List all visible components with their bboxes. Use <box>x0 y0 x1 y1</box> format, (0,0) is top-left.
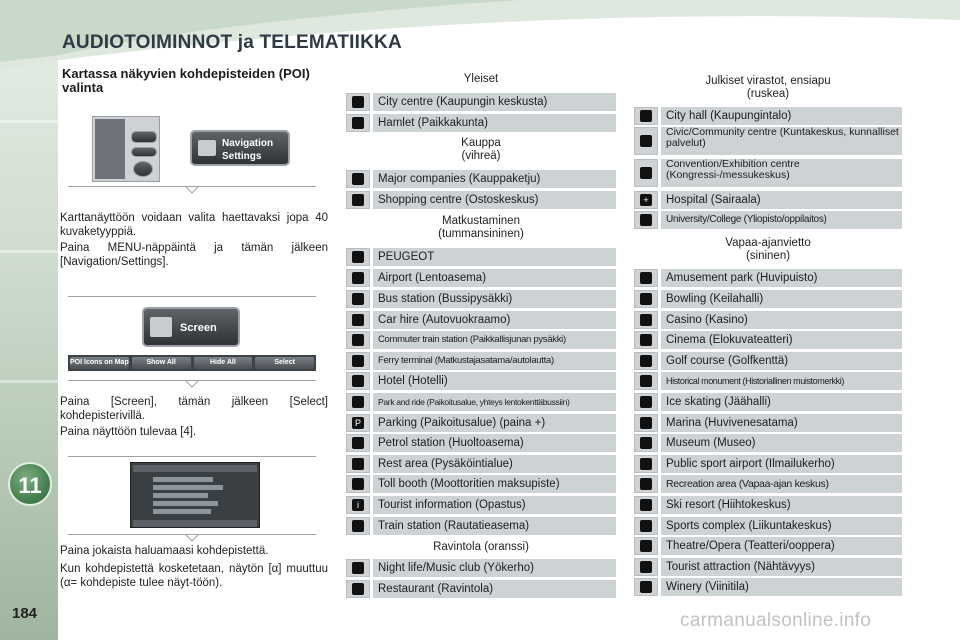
amusement-park-icon <box>634 269 658 287</box>
sports-complex-icon <box>634 517 658 535</box>
poi-row: Hotel (Hotelli) <box>346 372 616 390</box>
petrol-pump-icon <box>346 434 370 452</box>
poi-row: Airport (Lentoasema) <box>346 269 616 287</box>
commuter-train-icon <box>346 331 370 349</box>
cinema-icon <box>634 331 658 349</box>
poi-row: Amusement park (Huvipuisto) <box>634 269 902 287</box>
poi-row: PEUGEOT <box>346 248 616 266</box>
poi-row: Toll booth (Moottoritien maksupiste) <box>346 475 616 493</box>
major-companies-icon <box>346 170 370 188</box>
chapter-badge: 11 <box>8 462 52 506</box>
convention-centre-icon <box>634 159 658 187</box>
poi-row: Restaurant (Ravintola) <box>346 580 616 598</box>
poi-selection-screen-illustration <box>130 462 260 528</box>
airport-icon <box>346 269 370 287</box>
menu-key-icon <box>131 131 157 143</box>
screen-icon <box>150 317 172 337</box>
ice-skating-icon <box>634 393 658 411</box>
page-number: 184 <box>12 605 38 622</box>
city-hall-icon <box>634 107 658 125</box>
parking-icon: P <box>346 414 370 432</box>
cocktail-glass-icon <box>346 559 370 577</box>
hotel-bed-icon <box>346 372 370 390</box>
ski-icon <box>634 496 658 514</box>
paragraph-4: Paina näyttöön tulevaa [4]. <box>60 426 197 438</box>
paragraph-3: Paina [Screen], tämän jälkeen [Select] kohdepisterivillä. <box>60 396 328 422</box>
peugeot-lion-icon <box>346 248 370 266</box>
poi-row: i Tourist information (Opastus) <box>346 496 616 514</box>
poi-row: Public sport airport (Ilmailukerho) <box>634 455 902 473</box>
ferry-icon <box>346 352 370 370</box>
head-unit-illustration <box>92 116 160 182</box>
poi-row: Hamlet (Paikkakunta) <box>346 114 616 132</box>
rest-area-icon <box>346 455 370 473</box>
poi-row: Historical monument (Historiallinen muistomerkki) <box>634 372 902 390</box>
chevron-down-icon <box>185 186 199 194</box>
toll-booth-icon <box>346 475 370 493</box>
chevron-down-icon <box>185 534 199 542</box>
poi-row: Theatre/Opera (Teatteri/ooppera) <box>634 537 902 555</box>
poi-row: Rest area (Pysäköintialue) <box>346 455 616 473</box>
civic-centre-icon <box>634 127 658 155</box>
info-icon: i <box>346 496 370 514</box>
divider <box>68 296 316 297</box>
poi-row: Commuter train station (Paikkallisjunan pysäkki) <box>346 331 616 349</box>
watermark: carmanualsonline.info <box>680 610 872 631</box>
park-and-ride-icon <box>346 393 370 411</box>
poi-row: Museum (Museo) <box>634 434 902 452</box>
poi-row: City hall (Kaupungintalo) <box>634 107 902 125</box>
divider <box>68 456 316 457</box>
nav-button-line1: Navigation <box>222 138 274 149</box>
softkey-poi-icons: POI Icons on Map <box>70 357 129 369</box>
golf-icon <box>634 352 658 370</box>
paragraph-6: Kun kohdepistettä kosketetaan, näytön [α] muuttuu (α= kohdepiste tulee näyt-töön). <box>60 563 328 589</box>
poi-row: Winery (Viinitila) <box>634 578 902 596</box>
poi-row: Night life/Music club (Yökerho) <box>346 559 616 577</box>
poi-row: Casino (Kasino) <box>634 311 902 329</box>
poi-row: Petrol station (Huoltoasema) <box>346 434 616 452</box>
bus-icon <box>346 290 370 308</box>
shopping-cart-icon <box>346 191 370 209</box>
section-title: Kartassa näkyvien kohdepisteiden (POI) valinta <box>62 66 310 95</box>
cutlery-icon <box>346 580 370 598</box>
recreation-area-icon <box>634 475 658 493</box>
poi-row: Civic/Community centre (Kuntakeskus, kunnalliset palvelut) <box>634 127 902 155</box>
sport-airport-icon <box>634 455 658 473</box>
category-heading-general: Yleiset <box>463 73 499 85</box>
poi-row: Park and ride (Paikoitusalue, yhteys lentokenttäbussiin) <box>346 393 616 411</box>
city-centre-icon <box>346 93 370 111</box>
page-header-title: AUDIOTOIMINNOT ja TELEMATIIKKA <box>62 32 402 53</box>
train-icon <box>346 517 370 535</box>
poi-row: Convention/Exhibition centre (Kongressi-/messukeskus) <box>634 159 902 187</box>
anchor-icon <box>634 414 658 432</box>
museum-icon <box>634 434 658 452</box>
paragraph-2: Paina MENU-näppäintä ja tämän jälkeen [Navigation/Settings]. <box>60 242 328 268</box>
navigation-settings-icon <box>198 140 216 156</box>
poi-row: P Parking (Paikoitusalue) (paina +) <box>346 414 616 432</box>
car-hire-icon <box>346 311 370 329</box>
nav-button-line2: Settings <box>222 151 262 162</box>
poi-row: Golf course (Golfkenttä) <box>634 352 902 370</box>
university-icon <box>634 211 658 229</box>
casino-icon <box>634 311 658 329</box>
poi-row: Ferry terminal (Matkustajasatama/autolautta) <box>346 352 616 370</box>
screen-button-label: Screen <box>180 322 217 334</box>
poi-row: Bowling (Keilahalli) <box>634 290 902 308</box>
poi-row: Major companies (Kauppaketju) <box>346 170 616 188</box>
poi-row: Car hire (Autovuokraamo) <box>346 311 616 329</box>
screen-button-image <box>142 307 240 347</box>
poi-row: + Hospital (Sairaala) <box>634 191 902 209</box>
poi-row: Marina (Huvivenesatama) <box>634 414 902 432</box>
poi-row: Ice skating (Jäähalli) <box>634 393 902 411</box>
poi-row: Cinema (Elokuvateatteri) <box>634 331 902 349</box>
poi-row: Shopping centre (Ostoskeskus) <box>346 191 616 209</box>
softkey-select: Select <box>255 357 314 369</box>
softkey-hide-all: Hide All <box>194 357 253 369</box>
paragraph-1: Karttanäyttöön voidaan valita haettavaksi jopa 40 kuvaketyyppiä. <box>60 212 328 238</box>
paragraph-5: Paina jokaista haluamaasi kohdepistettä. <box>60 545 269 557</box>
navigation-settings-button-image <box>190 130 290 166</box>
category-heading-travel: Matkustaminen (tummansininen) <box>438 215 524 240</box>
hamlet-icon <box>346 114 370 132</box>
left-decorative-band <box>0 0 58 640</box>
poi-row: Train station (Rautatieasema) <box>346 517 616 535</box>
poi-row: Ski resort (Hiihtokeskus) <box>634 496 902 514</box>
poi-softkey-bar <box>68 355 316 371</box>
chevron-down-icon <box>185 380 199 388</box>
poi-row: Recreation area (Vapaa-ajan keskus) <box>634 475 902 493</box>
hospital-icon: + <box>634 191 658 209</box>
bowling-icon <box>634 290 658 308</box>
category-heading-public: Julkiset virastot, ensiapu (ruskea) <box>705 75 831 100</box>
poi-row: Bus station (Bussipysäkki) <box>346 290 616 308</box>
wine-glass-icon <box>634 578 658 596</box>
poi-row: Tourist attraction (Nähtävyys) <box>634 558 902 576</box>
softkey-show-all: Show All <box>132 357 191 369</box>
theatre-icon <box>634 537 658 555</box>
poi-row: Sports complex (Liikuntakeskus) <box>634 517 902 535</box>
category-heading-leisure: Vapaa-ajanvietto (sininen) <box>725 237 811 262</box>
category-heading-shopping: Kauppa (vihreä) <box>461 137 501 162</box>
poi-row: University/College (Yliopisto/oppilaitos) <box>634 211 902 229</box>
camera-icon <box>634 558 658 576</box>
category-heading-restaurant: Ravintola (oranssi) <box>433 541 529 553</box>
monument-icon <box>634 372 658 390</box>
poi-row: City centre (Kaupungin keskusta) <box>346 93 616 111</box>
